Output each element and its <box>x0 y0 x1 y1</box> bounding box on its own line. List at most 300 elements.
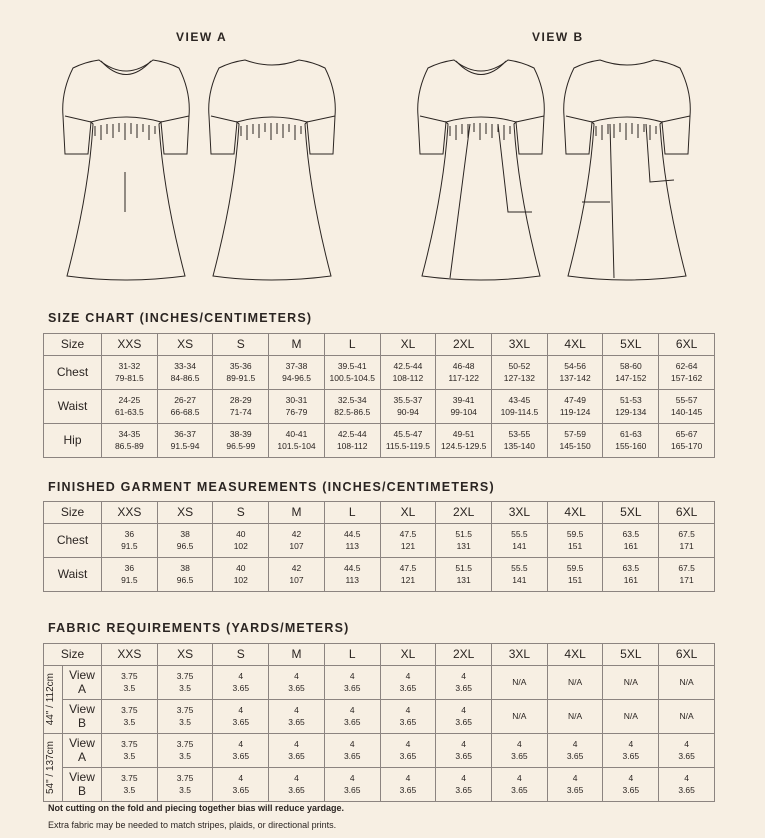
value-primary: 3.75 <box>121 671 138 682</box>
measurement-cell <box>269 666 325 700</box>
value-primary: 3.75 <box>121 705 138 716</box>
value-primary: 39-41 <box>452 395 475 406</box>
table-row <box>44 524 715 558</box>
measurement-cell <box>324 666 380 700</box>
value-primary: 3.75 <box>176 705 194 716</box>
value-primary: 4 <box>294 671 299 682</box>
value-primary: 67.5 <box>678 563 695 574</box>
value-primary: 4 <box>628 773 634 784</box>
measurement-cell <box>603 390 659 424</box>
value-secondary: 3.65 <box>232 784 250 795</box>
value-primary: 4 <box>517 739 522 750</box>
value-secondary: 91.5 <box>121 574 138 585</box>
value-secondary: 3.65 <box>343 784 361 795</box>
measurement-cell <box>492 734 548 768</box>
value-primary: 51-53 <box>619 395 642 406</box>
value-primary: 30-31 <box>285 395 308 406</box>
value-primary: 47.5 <box>399 563 417 574</box>
size-col-header: XS <box>157 502 213 524</box>
value-secondary: 113 <box>345 574 360 585</box>
view-b-illustration <box>410 52 700 284</box>
size-col-header: 4XL <box>547 502 603 524</box>
value-secondary: 3.5 <box>179 784 191 795</box>
table-header-row <box>44 502 715 524</box>
value-secondary: 86.5-89 <box>114 440 144 451</box>
measurement-cell <box>603 768 659 802</box>
value-primary: 38-39 <box>229 429 252 440</box>
value-secondary: 3.5 <box>179 682 191 693</box>
value-secondary: 3.65 <box>455 716 472 727</box>
table-row <box>44 356 715 390</box>
measurement-cell <box>436 558 492 592</box>
size-col-header: 6XL <box>659 334 715 356</box>
value-primary: 3.75 <box>176 671 194 682</box>
size-col-header: L <box>324 334 380 356</box>
size-col-header: XS <box>157 334 213 356</box>
measurement-cell <box>492 768 548 802</box>
value-secondary: 3.65 <box>455 750 472 761</box>
value-primary: 36-37 <box>174 429 196 440</box>
value-primary: 4 <box>238 705 244 716</box>
size-col-header: XL <box>380 334 436 356</box>
size-header: Size <box>44 502 102 524</box>
value-primary: 36 <box>124 563 135 574</box>
view-word: View <box>69 667 95 682</box>
value-primary: 58-60 <box>619 361 642 372</box>
value-secondary: 71-74 <box>229 406 252 417</box>
value-primary: N/A <box>512 710 527 721</box>
value-secondary: 61-63.5 <box>114 406 144 417</box>
view-a-label: VIEW A <box>176 30 228 44</box>
value-primary: 4 <box>461 705 467 716</box>
size-col-header: 2XL <box>436 334 492 356</box>
measurement-cell <box>213 768 269 802</box>
value-primary: 65-67 <box>675 429 698 440</box>
measurement-cell <box>324 356 380 390</box>
value-primary: 59.5 <box>566 529 584 540</box>
size-col-header: 4XL <box>547 644 603 666</box>
measurement-cell <box>492 524 548 558</box>
value-secondary: 101.5-104 <box>277 440 316 451</box>
value-secondary: 91.5 <box>121 540 138 551</box>
value-primary: 45.5-47 <box>393 429 423 440</box>
row-label: Chest <box>44 524 102 558</box>
fabric-width-text: 54" / 137cm <box>45 740 56 795</box>
measurement-cell <box>102 734 158 768</box>
value-secondary: 96.5 <box>176 540 194 551</box>
measurement-cell <box>547 768 603 802</box>
table-header-row <box>44 644 715 666</box>
measurement-cell <box>547 356 603 390</box>
view-b-label: VIEW B <box>532 30 584 44</box>
measurement-cell <box>324 768 380 802</box>
measurement-cell <box>157 424 213 458</box>
size-col-header: XXS <box>102 644 158 666</box>
measurement-cell <box>547 524 603 558</box>
value-secondary: 121 <box>400 574 416 585</box>
measurement-cell <box>603 700 659 734</box>
measurement-cell <box>547 558 603 592</box>
measurement-cell <box>380 524 436 558</box>
value-primary: 4 <box>684 773 689 784</box>
measurement-cell <box>213 356 269 390</box>
dress-front-yoke <box>91 117 161 122</box>
row-label: Hip <box>44 424 102 458</box>
size-col-header: XL <box>380 644 436 666</box>
value-primary: 4 <box>461 739 467 750</box>
measurement-cell <box>603 356 659 390</box>
measurement-cell <box>213 666 269 700</box>
value-primary: 61-63 <box>619 429 642 440</box>
fabric-width-label <box>44 734 63 802</box>
size-col-header: 2XL <box>436 502 492 524</box>
view-word: View <box>69 769 95 784</box>
value-secondary: 165-170 <box>670 440 703 451</box>
dress-back-outline <box>209 60 336 280</box>
value-primary: 67.5 <box>678 529 695 540</box>
measurement-cell <box>436 356 492 390</box>
value-primary: 42.5-44 <box>337 429 367 440</box>
table-row <box>44 390 715 424</box>
value-primary: 32.5-34 <box>337 395 367 406</box>
table-row <box>44 768 715 802</box>
value-secondary: 96.5 <box>176 574 194 585</box>
value-primary: 4 <box>405 671 411 682</box>
measurement-cell <box>603 424 659 458</box>
value-secondary: 107 <box>289 540 304 551</box>
measurement-cell <box>102 768 158 802</box>
view-letter: B <box>77 783 86 798</box>
value-primary: 57-59 <box>564 429 586 440</box>
value-secondary: 155-160 <box>615 440 647 451</box>
measurement-cell <box>547 390 603 424</box>
size-col-header: L <box>324 644 380 666</box>
value-primary: 3.75 <box>176 773 194 784</box>
value-secondary: 147-152 <box>615 372 647 383</box>
value-secondary: 3.65 <box>232 682 250 693</box>
measurement-cell <box>436 666 492 700</box>
value-secondary: 161 <box>623 540 638 551</box>
measurement-cell <box>102 558 158 592</box>
value-primary: 4 <box>461 773 467 784</box>
fabric-note: Extra fabric may be needed to match stripes, plaids, or directional prints. <box>48 820 337 830</box>
measurement-cell <box>659 390 715 424</box>
size-chart-table <box>43 333 715 458</box>
value-primary: 26-27 <box>174 395 196 406</box>
measurement-cell <box>157 524 213 558</box>
value-primary: 3.75 <box>121 773 138 784</box>
measurement-cell <box>380 424 436 458</box>
dress-front-outline <box>418 60 545 280</box>
value-primary: 4 <box>572 739 578 750</box>
value-primary: 59.5 <box>566 563 584 574</box>
view-a-illustration <box>55 52 345 284</box>
value-secondary: 109-114.5 <box>500 406 539 417</box>
value-secondary: 107 <box>289 574 304 585</box>
value-secondary: 3.65 <box>399 784 417 795</box>
size-col-header: 5XL <box>603 502 659 524</box>
measurement-cell <box>102 356 158 390</box>
value-primary: 44.5 <box>343 563 361 574</box>
row-label: Chest <box>44 356 102 390</box>
value-secondary: 102 <box>233 574 248 585</box>
value-primary: 62-64 <box>675 361 698 372</box>
measurement-cell <box>102 424 158 458</box>
size-col-header: 5XL <box>603 644 659 666</box>
value-secondary: 119-124 <box>559 406 591 417</box>
measurement-cell <box>324 424 380 458</box>
measurement-cell <box>436 390 492 424</box>
measurement-cell <box>102 700 158 734</box>
value-primary: 4 <box>517 773 522 784</box>
value-primary: 4 <box>349 773 355 784</box>
value-secondary: 3.5 <box>179 750 191 761</box>
measurement-cell <box>324 524 380 558</box>
measurement-cell <box>603 734 659 768</box>
size-header: Size <box>44 334 102 356</box>
value-secondary: 137-142 <box>559 372 591 383</box>
measurement-cell <box>659 768 715 802</box>
value-secondary: 131 <box>456 574 471 585</box>
measurement-cell <box>659 356 715 390</box>
value-primary: 4 <box>628 739 634 750</box>
measurement-cell <box>380 390 436 424</box>
fabric-width-label <box>44 666 63 734</box>
size-chart-title: SIZE CHART (INCHES/CENTIMETERS) <box>48 311 313 325</box>
measurement-cell <box>603 558 659 592</box>
value-secondary: 113 <box>345 540 360 551</box>
size-col-header: 6XL <box>659 502 715 524</box>
value-secondary: 141 <box>512 540 527 551</box>
measurement-cell <box>213 700 269 734</box>
measurement-cell <box>659 558 715 592</box>
fabric-requirements-title: FABRIC REQUIREMENTS (YARDS/METERS) <box>48 621 350 635</box>
size-col-header: S <box>213 644 269 666</box>
value-secondary: 3.65 <box>288 716 305 727</box>
row-label: Waist <box>44 390 102 424</box>
value-secondary: 3.65 <box>343 750 361 761</box>
value-primary: 4 <box>349 705 355 716</box>
value-secondary: 115.5-119.5 <box>385 440 431 451</box>
size-col-header: S <box>213 334 269 356</box>
value-primary: 40-41 <box>285 429 308 440</box>
value-primary: 55.5 <box>511 563 528 574</box>
measurement-cell <box>213 558 269 592</box>
size-col-header: XL <box>380 502 436 524</box>
value-primary: 39.5-41 <box>337 361 367 372</box>
value-primary: 4 <box>405 739 411 750</box>
value-secondary: 108-112 <box>392 372 424 383</box>
value-secondary: 99-104 <box>450 406 477 417</box>
measurement-cell <box>157 666 213 700</box>
measurement-cell <box>659 424 715 458</box>
value-primary: 4 <box>405 705 411 716</box>
panel-seam <box>450 124 532 278</box>
measurement-cell <box>269 768 325 802</box>
value-primary: N/A <box>679 676 694 687</box>
value-primary: 40 <box>236 563 246 574</box>
size-col-header: 5XL <box>603 334 659 356</box>
size-col-header: XXS <box>102 502 158 524</box>
table-row <box>44 424 715 458</box>
measurement-cell <box>324 390 380 424</box>
value-secondary: 3.65 <box>678 750 695 761</box>
table-row <box>44 558 715 592</box>
measurement-cell <box>492 356 548 390</box>
value-secondary: 3.65 <box>232 750 250 761</box>
finished-garment-table <box>43 501 715 592</box>
value-primary: N/A <box>512 676 527 687</box>
value-primary: 47.5 <box>399 529 417 540</box>
value-secondary: 3.65 <box>566 750 584 761</box>
table-row <box>44 666 715 700</box>
value-primary: 4 <box>294 705 299 716</box>
value-secondary: 79-81.5 <box>114 372 144 383</box>
value-primary: N/A <box>679 710 694 721</box>
measurement-cell <box>492 390 548 424</box>
value-secondary: 151 <box>568 540 583 551</box>
measurement-cell <box>324 700 380 734</box>
measurement-cell <box>157 356 213 390</box>
value-secondary: 171 <box>679 540 694 551</box>
value-primary: 4 <box>294 773 299 784</box>
value-primary: 43-45 <box>508 395 531 406</box>
size-col-header: L <box>324 502 380 524</box>
value-secondary: 3.5 <box>123 784 136 795</box>
value-secondary: 3.65 <box>343 716 361 727</box>
value-primary: 4 <box>461 671 467 682</box>
value-primary: 37-38 <box>285 361 308 372</box>
value-secondary: 3.65 <box>399 682 417 693</box>
size-col-header: 3XL <box>492 334 548 356</box>
value-primary: 4 <box>238 671 244 682</box>
value-secondary: 3.65 <box>288 784 305 795</box>
value-primary: 4 <box>349 671 355 682</box>
value-primary: 28-29 <box>229 395 252 406</box>
measurement-cell <box>436 424 492 458</box>
measurement-cell <box>603 666 659 700</box>
measurement-cell <box>269 700 325 734</box>
value-primary: 42 <box>291 563 302 574</box>
measurement-cell <box>436 524 492 558</box>
size-col-header: M <box>269 334 325 356</box>
value-primary: 49-51 <box>452 429 475 440</box>
value-primary: 38 <box>180 563 190 574</box>
measurement-cell <box>547 734 603 768</box>
value-primary: 63.5 <box>622 563 640 574</box>
value-primary: 35-36 <box>229 361 252 372</box>
value-secondary: 3.65 <box>288 750 305 761</box>
value-secondary: 135-140 <box>503 440 535 451</box>
value-primary: 24-25 <box>118 395 141 406</box>
value-secondary: 100.5-104.5 <box>329 372 375 383</box>
measurement-cell <box>269 734 325 768</box>
view-letter: A <box>77 681 86 696</box>
finished-garment-title: FINISHED GARMENT MEASUREMENTS (INCHES/CENTIMETERS) <box>48 480 495 494</box>
measurement-cell <box>213 524 269 558</box>
value-primary: 3.75 <box>176 739 194 750</box>
value-primary: 38 <box>180 529 190 540</box>
value-secondary: 91.5-94 <box>170 440 200 451</box>
value-secondary: 145-150 <box>559 440 591 451</box>
value-primary: 42.5-44 <box>393 361 423 372</box>
value-primary: 4 <box>405 773 411 784</box>
size-col-header: 2XL <box>436 644 492 666</box>
value-secondary: 121 <box>400 540 416 551</box>
value-secondary: 161 <box>623 574 638 585</box>
value-secondary: 3.65 <box>622 750 640 761</box>
value-secondary: 90-94 <box>397 406 419 417</box>
value-secondary: 84-86.5 <box>170 372 200 383</box>
size-col-header: M <box>269 644 325 666</box>
value-primary: 54-56 <box>564 361 586 372</box>
measurement-cell <box>659 734 715 768</box>
measurement-cell <box>269 390 325 424</box>
value-secondary: 66-68.5 <box>170 406 200 417</box>
fabric-requirements-table <box>43 643 715 802</box>
value-secondary: 76-79 <box>285 406 308 417</box>
value-secondary: 131 <box>456 540 471 551</box>
value-primary: 47-49 <box>564 395 586 406</box>
value-primary: 35.5-37 <box>393 395 423 406</box>
measurement-cell <box>324 558 380 592</box>
measurement-cell <box>102 666 158 700</box>
value-secondary: 171 <box>679 574 694 585</box>
measurement-cell <box>380 734 436 768</box>
value-primary: 36 <box>124 529 135 540</box>
measurement-cell <box>324 734 380 768</box>
value-secondary: 3.65 <box>455 682 472 693</box>
measurement-cell <box>157 558 213 592</box>
measurement-cell <box>436 734 492 768</box>
value-secondary: 3.65 <box>678 784 695 795</box>
measurement-cell <box>157 768 213 802</box>
value-secondary: 3.65 <box>399 750 417 761</box>
measurement-cell <box>659 700 715 734</box>
value-primary: N/A <box>568 676 583 687</box>
view-word: View <box>69 701 95 716</box>
value-secondary: 3.65 <box>622 784 640 795</box>
value-primary: 44.5 <box>343 529 361 540</box>
value-secondary: 129-134 <box>615 406 647 417</box>
size-col-header: 4XL <box>547 334 603 356</box>
value-secondary: 3.65 <box>511 750 528 761</box>
value-secondary: 108-112 <box>336 440 368 451</box>
measurement-cell <box>157 700 213 734</box>
value-secondary: 89-91.5 <box>226 372 256 383</box>
value-primary: 46-48 <box>452 361 475 372</box>
measurement-cell <box>380 356 436 390</box>
value-secondary: 141 <box>512 574 527 585</box>
row-label: Waist <box>44 558 102 592</box>
measurement-cell <box>659 524 715 558</box>
value-primary: 55.5 <box>511 529 528 540</box>
size-col-header: S <box>213 502 269 524</box>
measurement-cell <box>269 524 325 558</box>
measurement-cell <box>603 524 659 558</box>
value-primary: 53-55 <box>508 429 531 440</box>
view-letter: B <box>77 715 86 730</box>
value-secondary: 117-122 <box>448 372 479 383</box>
value-primary: 34-35 <box>118 429 141 440</box>
measurement-cell <box>269 356 325 390</box>
value-secondary: 3.5 <box>123 750 136 761</box>
measurement-cell <box>492 424 548 458</box>
value-secondary: 3.5 <box>179 716 191 727</box>
table-row <box>44 734 715 768</box>
value-primary: 4 <box>349 739 355 750</box>
measurement-cell <box>436 700 492 734</box>
